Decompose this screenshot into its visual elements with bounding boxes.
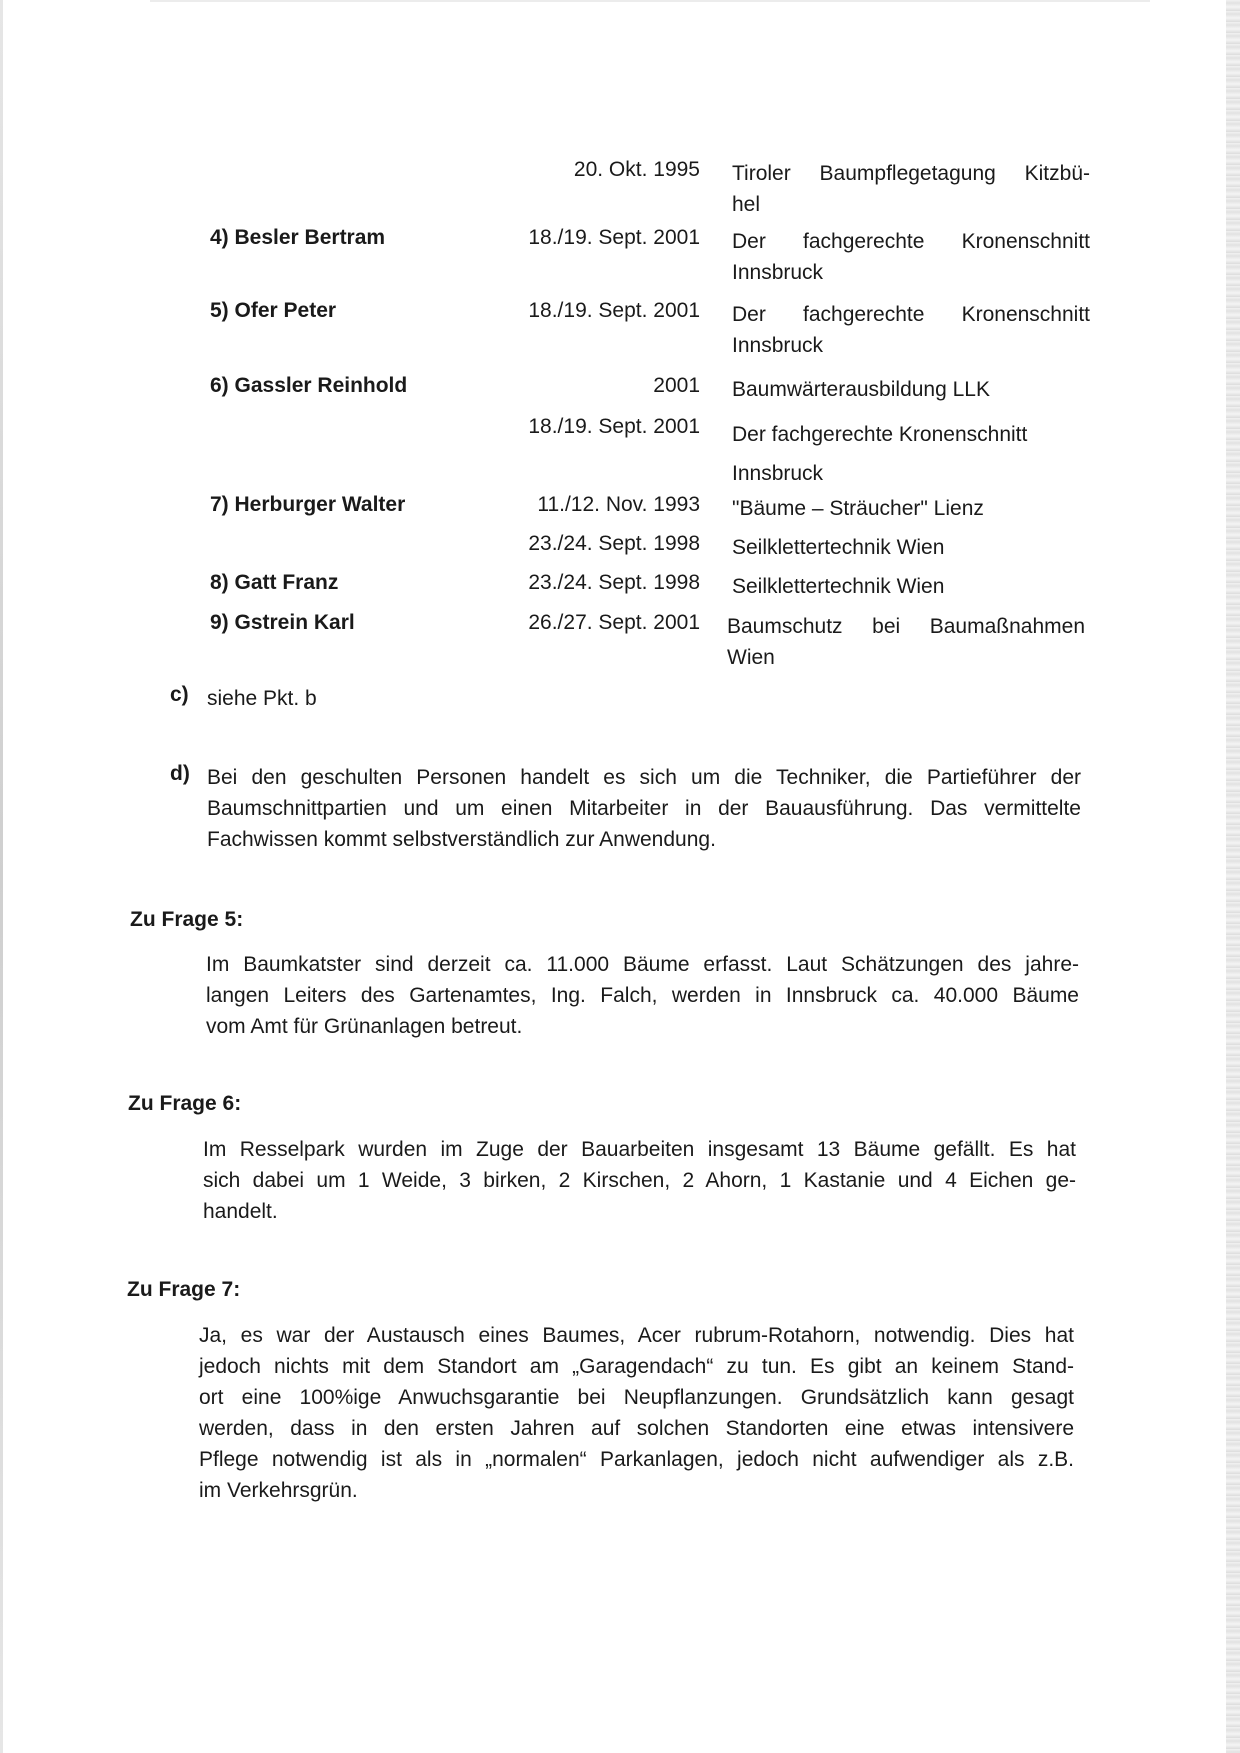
training-date: 20. Okt. 1995: [573, 158, 700, 181]
item-c-text: siehe Pkt. b: [207, 687, 317, 710]
training-description: Baumschutz bei Baumaßnahmen Wien: [727, 615, 1085, 669]
training-description: Baumwärterausbildung LLK: [732, 378, 990, 401]
training-description: Der fachgerechte Kronenschnitt Innsbruck: [732, 303, 1090, 357]
training-date: 23./24. Sept. 1998: [528, 571, 700, 594]
item-d-marker: d): [170, 762, 190, 785]
frage-6-heading: Zu Frage 6:: [128, 1092, 242, 1115]
scan-edge-left: [0, 0, 3, 1753]
training-date: 18./19. Sept. 2001: [528, 226, 700, 249]
training-date: 23./24. Sept. 1998: [528, 532, 700, 555]
training-description: "Bäume – Sträucher" Lienz: [732, 497, 984, 520]
frage-5-paragraph: Im Baumkatster sind derzeit ca. 11.000 Bäume erfasst. Laut Schätzungen des jahre- langen Leiters des Gartenamtes, Ing. Falch, werden in Innsbruck ca. 40.000 Bäume vom Amt für Grünanlagen betreut.: [206, 953, 1079, 1038]
training-description: Der fachgerechte Kronenschnitt Innsbruck: [732, 423, 1028, 485]
training-description: Seilklettertechnik Wien: [732, 575, 945, 598]
training-description: Der fachgerechte Kronenschnitt Innsbruck: [732, 230, 1090, 284]
training-description: Tiroler Baumpflegetagung Kitzbü- hel: [732, 162, 1090, 216]
training-date: 18./19. Sept. 2001: [528, 299, 700, 322]
trainee-name: 4) Besler Bertram: [210, 226, 386, 249]
frage-5-heading: Zu Frage 5:: [130, 908, 244, 931]
trainee-name: 7) Herburger Walter: [210, 493, 406, 516]
training-date: 2001: [653, 374, 700, 397]
scan-edge-right: [1226, 0, 1240, 1753]
training-date: 18./19. Sept. 2001: [528, 415, 700, 438]
trainee-name: 6) Gassler Reinhold: [210, 374, 408, 397]
trainee-name: 5) Ofer Peter: [210, 299, 337, 322]
trainee-name: 8) Gatt Franz: [210, 571, 339, 594]
frage-7-paragraph: Ja, es war der Austausch eines Baumes, Acer rubrum-Rotahorn, notwendig. Dies hat jedoch nichts mit dem Standort am „Garagendach“ zu tun. Es gibt an keinem Stand- ort eine 100%ige Anwuchsgarantie bei Neupflanzungen. Grundsätzlich kann gesagt werden, dass in den ersten Jahren auf solchen Standorten eine etwas intensivere Pflege notwendig ist als in „normalen“ Parkanlagen, jedoch nicht aufwendiger als z.B. im Verkehrsgrün.: [199, 1324, 1074, 1502]
frage-7-heading: Zu Frage 7:: [127, 1278, 241, 1301]
scan-edge-top: [150, 0, 1150, 2]
training-date: 26./27. Sept. 2001: [528, 611, 700, 634]
trainee-name: 9) Gstrein Karl: [210, 611, 355, 634]
item-d-paragraph: Bei den geschulten Personen handelt es sich um die Techniker, die Partieführer der Baumschnittpartien und um einen Mitarbeiter in der Bauausführung. Das vermittelte Fachwissen kommt selbstverständlich zur Anwendung.: [207, 766, 1081, 851]
training-description: Seilklettertechnik Wien: [732, 536, 945, 559]
training-date: 11./12. Nov. 1993: [537, 493, 700, 516]
frage-6-paragraph: Im Resselpark wurden im Zuge der Bauarbeiten insgesamt 13 Bäume gefällt. Es hat sich dabei um 1 Weide, 3 birken, 2 Kirschen, 2 Ahorn, 1 Kastanie und 4 Eichen ge- handelt.: [203, 1138, 1076, 1223]
item-c-marker: c): [170, 683, 189, 706]
